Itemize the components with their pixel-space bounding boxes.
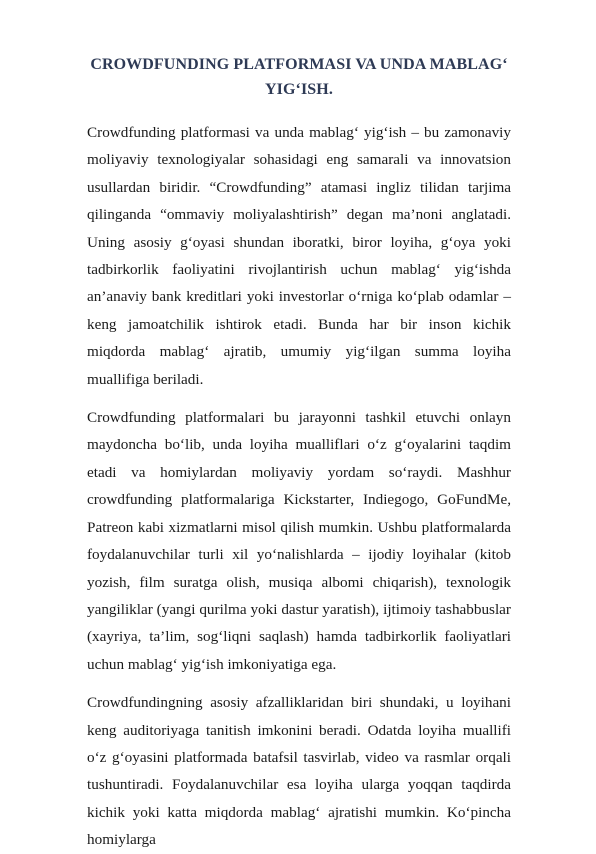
title-line-1: CROWDFUNDING PLATFORMASI VA UNDA MABLAG‘ <box>90 56 508 73</box>
paragraph-2: Crowdfunding platformalari bu jarayonni tashkil etuvchi onlayn maydoncha bo‘lib, unda loyiha mualliflari o‘z g‘oyalarini taqdim etadi va homiylardan moliyaviy yordam so‘raydi. Mashhur crowdfunding platformalariga Kickstarter, Indiegogo, GoFundMe, Patreon kabi xizmatlarni misol qilish mumkin. Ushbu platformalarda foydalanuvchilar turli xil yo‘nalishlarda – ijodiy loyihalar (kitob yozish, film suratga olish, musiqa albomi chiqarish), texnologik yangiliklar (yangi qurilma yoki dastur yaratish), ijtimoiy tashabbuslar (xayriya, ta’lim, sog‘liqni saqlash) hamda tadbirkorlik faoliyatlari uchun mablag‘ yig‘ish imkoniyatiga ega. <box>87 409 511 673</box>
title-line-2: YIG‘ISH. <box>265 81 333 98</box>
document-page <box>87 52 511 854</box>
paragraph-1: Crowdfunding platformasi va unda mablag‘ yig‘ish – bu zamonaviy moliyaviy texnologiyalar sohasidagi eng samarali va innovatsion usullardan biridir. “Crowdfunding” atamasi ingliz tilidan tarjima qilinganda “ommaviy moliyalashtirish” degan ma’noni anglatadi. Uning asosiy g‘oyasi shundan iboratki, biror loyiha, g‘oya yoki tadbirkorlik faoliyatini rivojlantirish uchun mablag‘ yig‘ishda an’anaviy bank kreditlari yoki investorlar o‘rniga ko‘plab odamlar – keng jamoatchilik ishtirok etadi. Bunda har bir inson kichik miqdorda mablag‘ ajratib, umumiy yig‘ilgan summa loyiha muallifiga beriladi. <box>87 124 511 388</box>
document-title <box>87 52 511 102</box>
paragraph-3: Crowdfundingning asosiy afzalliklaridan biri shundaki, u loyihani keng auditoriyaga tanitish imkonini beradi. Odatda loyiha muallifi o‘z g‘oyasini platformada batafsil tasvirlab, video va rasmlar orqali tushuntiradi. Foydalanuvchilar esa loyiha ularga yoqqan taqdirda kichik yoki katta miqdorda mablag‘ ajratishi mumkin. Ko‘pincha homiylarga <box>87 694 511 849</box>
